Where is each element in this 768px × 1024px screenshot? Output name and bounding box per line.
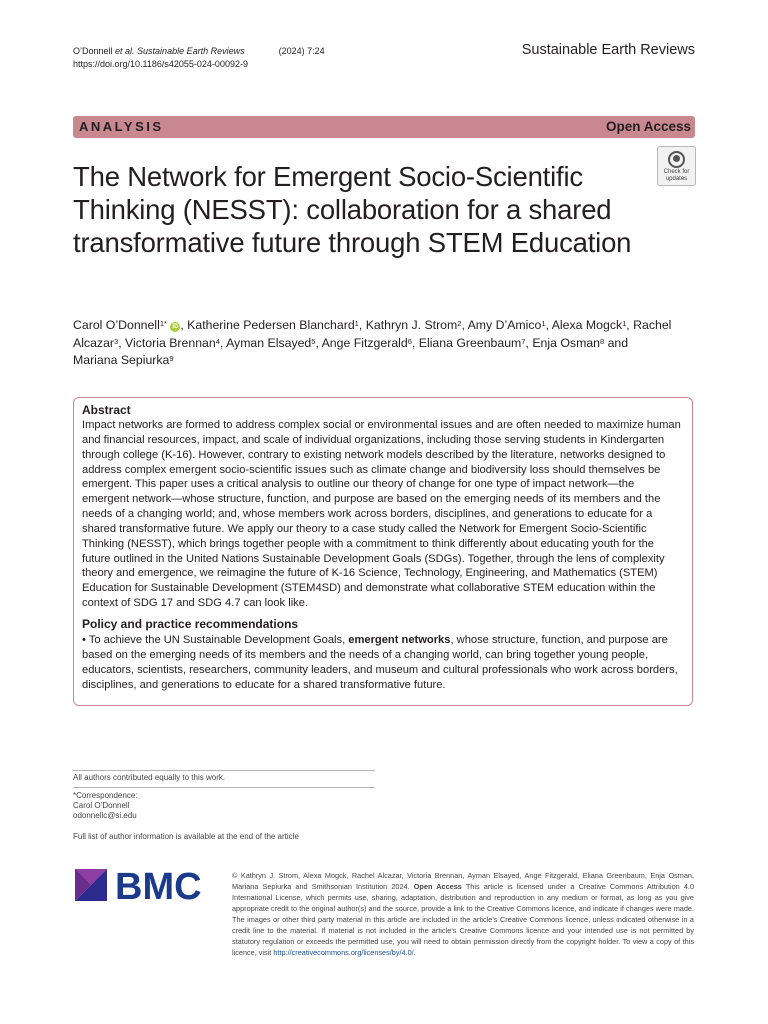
license-open-access: Open Access [413, 882, 462, 891]
bmc-logo-text: BMC [115, 866, 202, 905]
footnote-divider [73, 787, 375, 788]
journal-name: Sustainable Earth Reviews [521, 42, 695, 58]
policy-text-bold: emergent networks [348, 633, 451, 646]
correspondence-block [73, 791, 137, 821]
author-info-note: Full list of author information is available at the end of the article [73, 832, 299, 841]
check-for-updates-button[interactable] [657, 146, 696, 186]
author-name: Mariana Sepiurka [73, 353, 170, 367]
author-name: Alexa Mogck [551, 318, 623, 332]
policy-text-post: , whose structure, function, and purpose are based on the emerging needs of its members and the needs of a changing world, can bring together young people, educators, scientists, researchers, community leaders, and museum and cultural professionals who work across borders, disciplines, and generations to educate for a shared transformative future. [82, 633, 678, 691]
author-name: Eliana Greenbaum [418, 335, 522, 350]
equal-contribution-note: All authors contributed equally to this work. [73, 773, 226, 782]
license-body: This article is licensed under a Creative Commons Attribution 4.0 International License, which permits use, sharing, adaptation, distribution and reproduction in any medium or format, as long as you give appropriate credit to the original author(s) and the source, provide a link to the Creative Commons licence, and indicate if changes were made. The images or other third party material in this article are included in the article’s Creative Commons licence, unless indicated otherwise in a credit line to the material. If material is not included in the article’s Creative Commons licence and your intended use is not permitted by statutory regulation or exceeds the permitted use, you will need to obtain permission directly from the copyright holder. To view a copy of this licence, visit [232, 882, 694, 957]
correspondence-name: Carol O’Donnell [73, 801, 130, 810]
correspondence-label: *Correspondence: [73, 791, 138, 800]
author-affiliation: 1 [541, 319, 546, 328]
author-affiliation: 8 [600, 336, 605, 346]
author-affiliation: 7 [521, 336, 526, 346]
abstract-heading: Abstract [82, 403, 131, 417]
author-affiliation: 1 [354, 319, 359, 328]
license-copyright: © Kathryn J. Strom, Alexa Mogck, Rachel Alcazar, Victoria Brennan, Ayman Elsayed, Ange Fitzgerald, Eliana Greenbaum, Enja Osman, Mariana Sepiurka and Smithsonian Institution 2024. [232, 871, 694, 891]
author-name: Katherine Pedersen Blanchard [187, 318, 355, 332]
author-affiliation: 2 [457, 319, 462, 328]
author-name: Carol O’Donnell [73, 318, 160, 332]
policy-recommendation [82, 633, 684, 692]
check-for-updates-line1: Check for [663, 169, 690, 175]
doi-link[interactable]: https://doi.org/10.1186/s42055-024-00092-9 [73, 59, 248, 69]
header-journal-ref: et al. Sustainable Earth Reviews [115, 46, 245, 56]
author-affiliation: 9 [169, 354, 174, 363]
author-name: Kathryn J. Strom [365, 318, 458, 332]
correspondence-email[interactable]: odonnellc@si.edu [73, 811, 137, 820]
header-author: O’Donnell [73, 46, 116, 56]
authors-conjunction: and [607, 335, 629, 350]
bmc-logo [73, 865, 215, 905]
author-affiliation: 6 [407, 336, 412, 346]
article-type-band [73, 116, 695, 138]
author-affiliation: 3 [114, 336, 119, 346]
author-affiliation: 1* [159, 319, 167, 328]
abstract-text: Impact networks are formed to address complex social or environmental issues and are often needed to maximize human and financial resources, impact, and scale of individual organizations, including those serving students in Kindergarten through college (K-16). However, contrary to existing network models described by the literature, networks designed to address complex emergent socio-scientific issues such as climate change and biodiversity loss should themselves be emergent. This paper uses a critical analysis to outline our theory of change for one type of impact network—the emergent network—whose structure, function, and purpose are based on the emerging needs of its members and the needs of a changing world; and, whose members work across borders, disciplines, and generations to educate for a shared transformative future. We apply our theory to a case study called the Network for Emergent Socio-Scientific Thinking (NESST), which brings together people with a commitment to think differently about educating youth for the future outlined in the United Nations Sustainable Development Goals (SDGs). Together, through the lens of complexity theory and emergence, we reimagine the future of K-16 Science, Technology, Engineering, and Mathematics (STEM) Education for Sustainable Development (STEM4SD) and demonstrate what collaborative STEM education within the context of SDG 17 and SDG 4.7 can look like. [82, 419, 681, 610]
footnote-divider [73, 770, 375, 771]
policy-heading: Policy and practice recommendations [82, 616, 299, 631]
author-affiliation: 4 [215, 336, 220, 346]
bullet: • [82, 633, 86, 646]
orcid-icon[interactable]: iD [172, 324, 179, 330]
author-name: Ayman Elsayed [226, 335, 312, 350]
abstract-box [73, 397, 693, 706]
article-title: The Network for Emergent Socio-Scientific Thinking (NESST): collaboration for a shared transformative future through STEM Education [73, 161, 632, 258]
author-affiliation: 1 [622, 319, 627, 328]
author-affiliation: 5 [311, 336, 316, 346]
license-link[interactable]: http://creativecommons.org/licenses/by/4.0/ [273, 948, 414, 957]
article-type-label: ANALYSIS [79, 119, 164, 134]
running-header [73, 45, 325, 71]
check-for-updates-line2: updates [665, 176, 688, 182]
bmc-logo-icon [73, 865, 215, 905]
license-text [232, 870, 694, 958]
author-name: Enja Osman [532, 335, 600, 350]
header-year-volume: (2024) 7:24 [278, 46, 325, 56]
author-name: Rachel Alcazar [73, 318, 672, 350]
license-end: . [413, 948, 416, 957]
author-name: Ange Fitzgerald [321, 335, 408, 350]
citation-line [73, 45, 325, 58]
policy-text-pre: To achieve the UN Sustainable Development Goals, [88, 633, 349, 646]
author-list: Carol O’Donnell$^{1*}$ iD , Katherine Pedersen Blanchard$^1$, Kathryn J. Strom$^2$, Amy D’Amico$^1$, Alexa Mogck$^1$, Rachel Alcazar$^3$, Victoria Brennan$^4$, Ayman Elsayed$^5$, Ange Fitzgerald$^6$, Eliana Greenbaum$^7$, Enja Osman$^8$ and Mariana Sepiurka$^9$ [73, 318, 672, 367]
author-name: Victoria Brennan [125, 335, 216, 350]
author-name: Amy D’Amico [467, 318, 542, 332]
open-access-label: Open Access [605, 119, 691, 134]
check-for-updates-icon [668, 151, 685, 168]
